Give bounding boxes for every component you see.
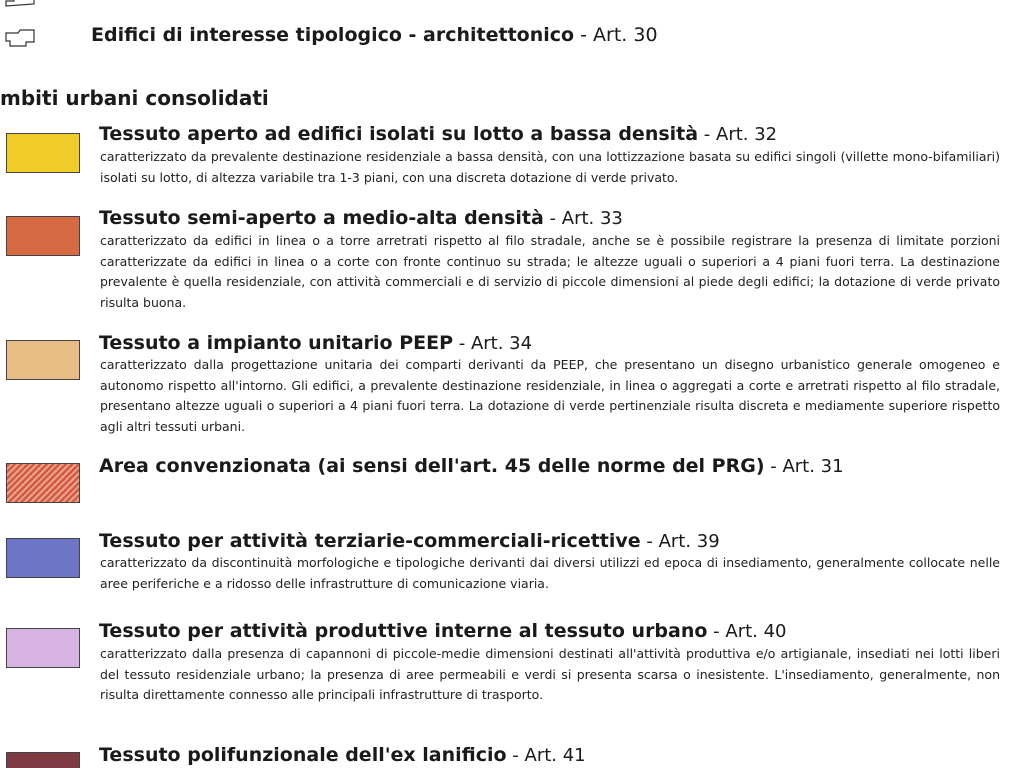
legend-item-title (99, 530, 720, 552)
legend-item-name: Tessuto per attività produttive interne al tessuto urbano (99, 620, 708, 642)
legend-item-name: Tessuto polifunzionale dell'ex lanificio (99, 744, 507, 766)
legend-item-article: - Art. 31 (764, 456, 844, 477)
legend-swatch-beige (6, 340, 80, 380)
legend-item-name: Tessuto aperto ad edifici isolati su lotto a bassa densità (99, 123, 699, 145)
legend-item-title (99, 620, 787, 642)
legend-item-article: - Art. 41 (506, 745, 586, 766)
legend-swatch-brown (6, 752, 80, 768)
legend-item-article: - Art. 30 (574, 24, 658, 46)
legend-item-article: - Art. 32 (698, 124, 778, 145)
building-outline-icon (4, 29, 36, 47)
legend-item-title (99, 744, 586, 766)
legend-item-article: - Art. 34 (453, 333, 533, 354)
legend-swatch-blue (6, 538, 80, 578)
legend-item-title (91, 24, 658, 46)
legend-item-article: - Art. 39 (640, 531, 720, 552)
section-title: mbiti urbani consolidati (0, 86, 269, 110)
legend-item-name: Tessuto a impianto unitario PEEP (99, 332, 454, 354)
legend-item-article: - Art. 33 (543, 208, 623, 229)
legend-item-name: Edifici di interesse tipologico - architettonico (91, 24, 575, 46)
legend-item-article: - Art. 40 (707, 621, 787, 642)
legend-item-description: caratterizzato dalla presenza di capannoni di piccole-medie dimensioni destinati all'attività produttiva e/o artigianale, insediati nei lotti liberi del tessuto residenziale urbano; la presenza di aree permeabili e verdi si presenta scarsa o inesistente. L'insediamento, generalmente, non risulta direttamente connesso alle principali infrastrutture di trasporto. (100, 646, 1000, 703)
building-outline-icon (4, 0, 36, 10)
legend-item-title (99, 207, 623, 229)
legend-swatch-yellow (6, 133, 80, 173)
legend-swatch-lilac (6, 628, 80, 668)
legend-item-title (99, 455, 844, 477)
legend-item-description: caratterizzato da discontinuità morfologiche e tipologiche derivanti dai diversi utilizzi ed epoca di insediamento, generalmente collocate nelle aree periferiche e a ridosso delle infrastrutture di comunicazione viaria. (100, 555, 1000, 591)
legend-swatch-hatched (6, 463, 80, 503)
legend-item-name: Tessuto per attività terziarie-commerciali-ricettive (99, 530, 641, 552)
legend-item-title (99, 332, 532, 354)
legend-item-title (99, 123, 777, 145)
legend-item-description: caratterizzato da edifici in linea o a torre arretrati rispetto al filo stradale, anche se è possibile registrare la presenza di limitate porzioni caratterizzate da edifici in linea o a corte con fronte continuo su strada; le altezze uguali o superiori a 4 piani fuori terra. La destinazione prevalente è quella residenziale, con attività commerciali e di servizio di piccole dimensioni al piede degli edifici; la dotazione di verde privato risulta buona. (100, 233, 1000, 310)
legend-swatch-orange (6, 216, 80, 256)
legend-item-name: Area convenzionata (ai sensi dell'art. 45 delle norme del PRG) (99, 455, 765, 477)
legend-item-description: caratterizzato da prevalente destinazione residenziale a bassa densità, con una lottizzazione basata su edifici singoli (villette mono-bifamiliari) isolati su lotto, di altezza variabile tra 1-3 piani, con una discreta dotazione di verde privato. (100, 149, 1000, 185)
legend-item-description: caratterizzato dalla progettazione unitaria dei comparti derivanti da PEEP, che presentano un disegno urbanistico generale omogeneo e autonomo rispetto all'intorno. Gli edifici, a prevalente destinazione residenziale, in linea o aggregati a corte e arretrati rispetto al filo stradale, presentano altezze uguali o superiori a 4 piani fuori terra. La dotazione di verde pertinenziale risulta discreta e mediamente superiore rispetto agli altri tessuti urbani. (100, 357, 1000, 434)
legend-item-name: Tessuto semi-aperto a medio-alta densità (99, 207, 544, 229)
